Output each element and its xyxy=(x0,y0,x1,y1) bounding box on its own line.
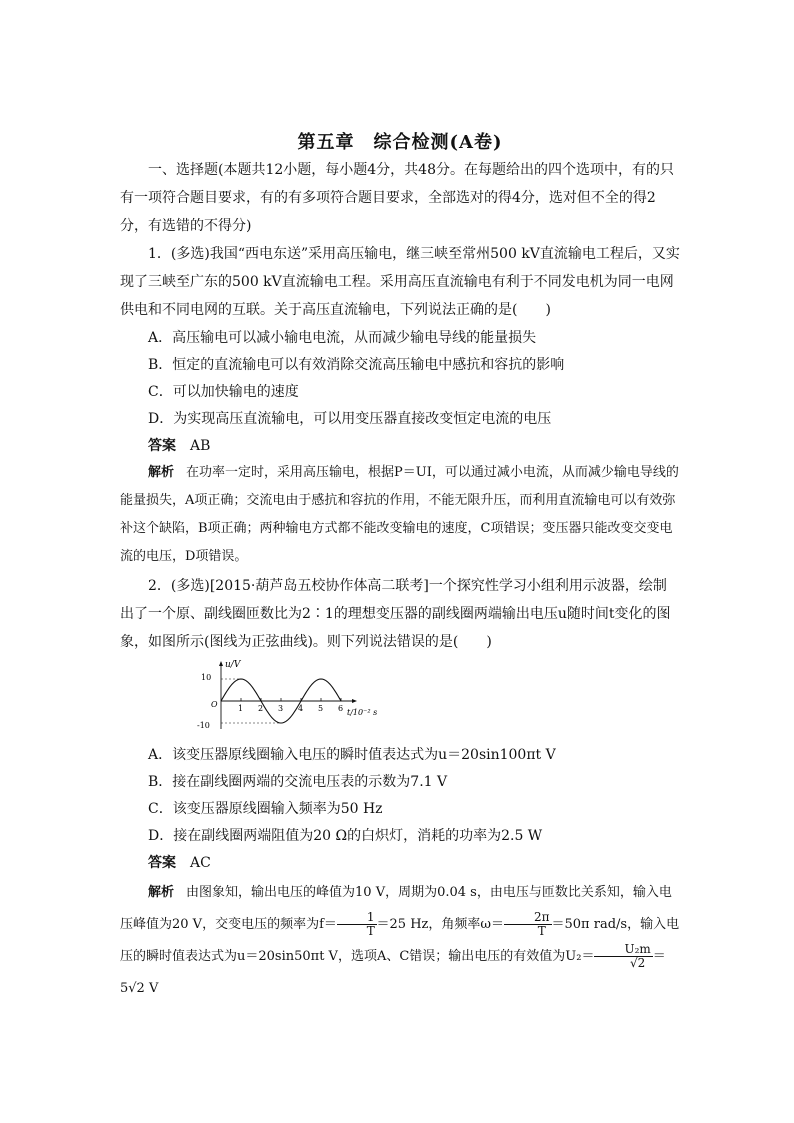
q2-explanation xyxy=(120,877,680,1005)
q2-explain-text-2: ＝25 Hz，角频率ω＝ xyxy=(376,917,504,932)
q2-option-c: C．该变压器原线圈输入频率为50 Hz xyxy=(148,801,383,817)
x-tick-label: 1 xyxy=(238,704,244,713)
q2-option-a: A．该变压器原线圈输入电压的瞬时值表达式为u＝20sin100πt V xyxy=(148,747,556,763)
q2-answer-value: AC xyxy=(190,855,211,871)
y-tick-label: 10 xyxy=(201,673,212,682)
q2-stem: 2．(多选)[2015·葫芦岛五校协作体高二联考]一个探究性学习小组利用示波器，绘制出了一个原、副线圈匝数比为2∶1的理想变压器的副线圈两端输出电压u随时间t变化的图象，如图所示(图线为正弦曲线)。则下列说法错误的是( ) xyxy=(120,578,671,650)
q2-explain-text-1: 由图象知，输出电压的峰值为10 V，周期为0.04 s，由电压与匝数比关系知，输入电压峰值为20 V，交变电压的频率为f＝ xyxy=(120,885,672,932)
frac-denominator: T xyxy=(366,924,375,938)
q1-explain-text: 在功率一定时，采用高压输电，根据P＝UI，可以通过减小电流，从而减少输电导线的能量损失，A项正确；交流电由于感抗和容抗的作用，不能无限升压，而利用直流输电可以有效弥补这个缺陷，B项正确；两种输电方式都不能改变输电的速度，C项错误；变压器只能改变交变电流的电压，D项错误。 xyxy=(120,465,679,564)
x-axis-label: t/10⁻² s xyxy=(347,708,378,717)
q2-answer-label: 答案 xyxy=(148,855,176,871)
q2-option-d: D．接在副线圈两端阻值为20 Ω的白炽灯，消耗的功率为2.5 W xyxy=(148,828,543,844)
x-tick-label: 5 xyxy=(318,704,324,713)
q1-option-d: D．为实现高压直流输电，可以用变压器直接改变恒定电流的电压 xyxy=(148,411,552,427)
q1-explain-label: 解析 xyxy=(148,465,175,480)
y-axis-label: u/V xyxy=(225,660,241,670)
x-tick-label: 6 xyxy=(338,704,344,713)
y-tick-label: -10 xyxy=(197,721,210,730)
page-title: 第五章 综合检测(A卷) xyxy=(297,132,503,153)
q1-option-a: A．高压输电可以减小输电电流，从而减少输电导线的能量损失 xyxy=(148,330,537,346)
x-tick-label: 4 xyxy=(298,704,304,713)
q1-explanation xyxy=(120,459,680,571)
frac-numerator: 1 xyxy=(337,911,377,925)
frac-denominator: √2 xyxy=(629,956,646,970)
voltage-time-graph xyxy=(197,655,387,735)
y-axis-arrow xyxy=(219,661,223,666)
fraction-2pi-over-T xyxy=(504,911,552,938)
frac-denominator: T xyxy=(537,924,546,938)
x-tick-label: 3 xyxy=(278,704,284,713)
fraction-1-over-T xyxy=(337,911,377,938)
q2-answer xyxy=(120,849,708,877)
q1-answer-label: 答案 xyxy=(148,438,176,454)
x-tick-label: 2 xyxy=(258,704,264,713)
q2-explain-text-3: ＝50π rad/s，输入电压的瞬时值表达式为u＝20sin50πt V，选项A、C错误；输出电压的有效值为U₂＝ xyxy=(120,917,680,964)
origin-label: O xyxy=(211,700,218,709)
q1-option-b: B．恒定的直流输电可以有效消除交流高压输电中感抗和容抗的影响 xyxy=(148,357,565,373)
q1-answer-value: AB xyxy=(190,438,211,454)
frac-numerator: U₂m xyxy=(594,943,652,957)
q2-explain-text-4: ＝5√2 V xyxy=(120,949,666,996)
q1-option-c: C．可以加快输电的速度 xyxy=(148,384,299,400)
q2-explain-label: 解析 xyxy=(148,885,175,900)
q2-option-b: B．接在副线圈两端的交流电压表的示数为7.1 V xyxy=(148,774,448,790)
q1-stem: 1．(多选)我国“西电东送”采用高压输电，继三峡至常州500 kV直流输电工程后，又实现了三峡至广东的500 kV直流输电工程。采用高压直流输电有利于不同发电机为同一电网供电和不同电网的互联。关于高压直流输电，下列说法正确的是( ) xyxy=(120,246,680,318)
fraction-u2m-over-sqrt2 xyxy=(594,943,652,970)
frac-numerator: 2π xyxy=(504,911,552,925)
section-intro: 一、选择题(本题共12小题，每小题4分，共48分。在每题给出的四个选项中，有的只有一项符合题目要求，有的有多项符合题目要求，全部选对的得4分，选对但不全的得2分，有选错的不得分) xyxy=(120,162,674,234)
x-axis-arrow xyxy=(352,699,357,703)
q1-answer xyxy=(120,432,708,460)
